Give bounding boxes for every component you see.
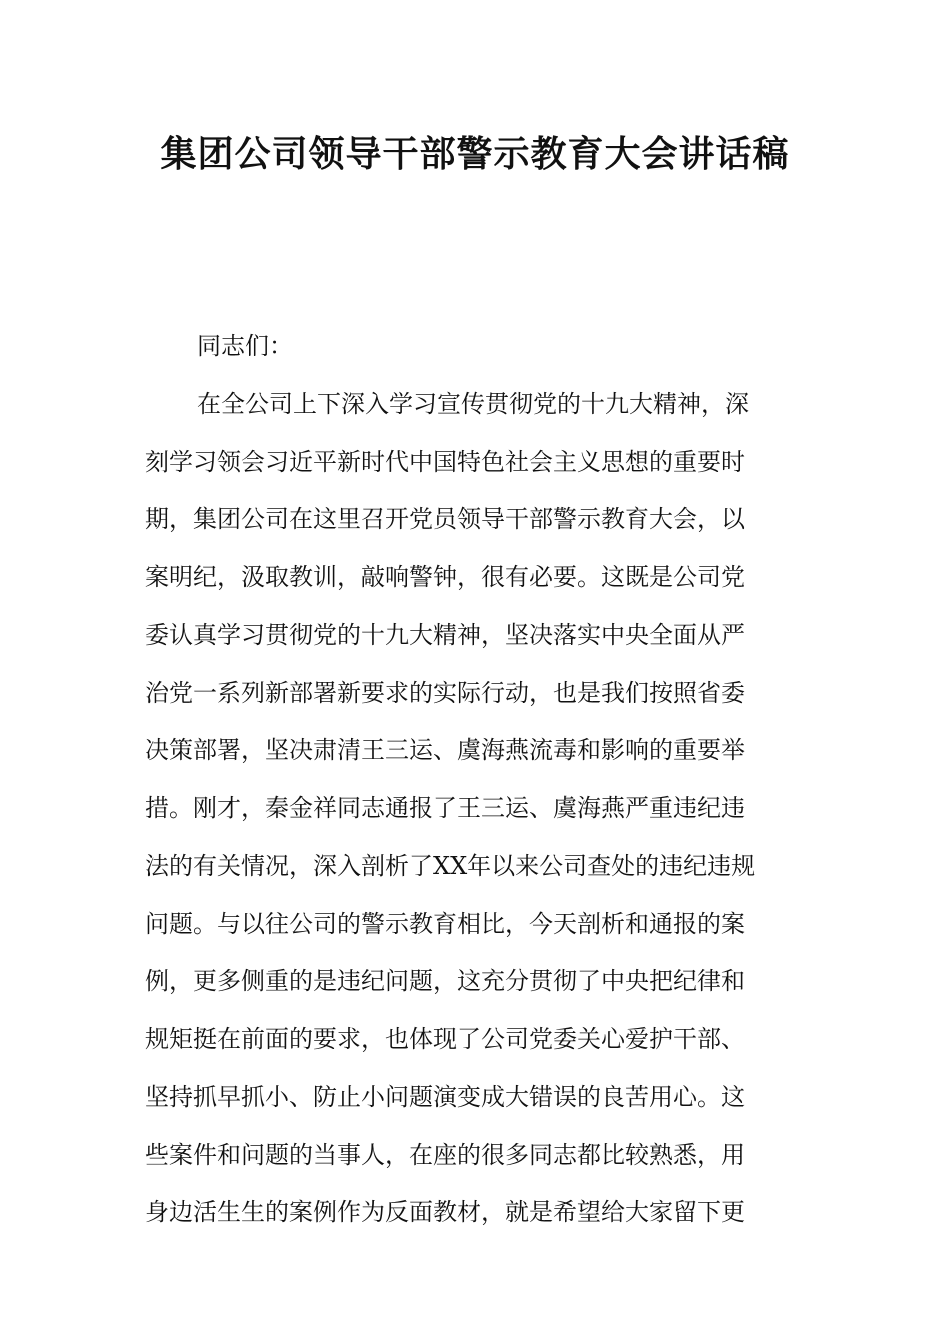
paragraph-line: 例，更多侧重的是违纪问题，这充分贯彻了中央把纪律和: [145, 967, 745, 996]
paragraph-line: 些案件和问题的当事人，在座的很多同志都比较熟悉，用: [145, 1140, 745, 1169]
paragraph-line: 决策部署，坚决肃清王三运、虞海燕流毒和影响的重要举: [145, 736, 745, 765]
paragraph-line: 坚持抓早抓小、防止小问题演变成大错误的良苦用心。这: [145, 1082, 745, 1111]
paragraph-line: 问题。与以往公司的警示教育相比，今天剖析和通报的案: [145, 909, 745, 938]
paragraph-line: 刻学习领会习近平新时代中国特色社会主义思想的重要时: [145, 447, 745, 476]
paragraph-line: 期，集团公司在这里召开党员领导干部警示教育大会，以: [145, 505, 745, 534]
document-body: [145, 318, 809, 1242]
paragraph-line: 在全公司上下深入学习宣传贯彻党的十九大精神，深: [197, 389, 749, 418]
document-title: 集团公司领导干部警示教育大会讲话稿: [160, 133, 790, 175]
paragraph-line: 措。刚才，秦金祥同志通报了王三运、虞海燕严重违纪违: [145, 794, 745, 822]
paragraph-line: 身边活生生的案例作为反面教材，就是希望给大家留下更: [145, 1198, 745, 1227]
paragraph-line: 规矩挺在前面的要求，也体现了公司党委关心爱护干部、: [145, 1025, 745, 1053]
paragraph-line: 法的有关情况，深入剖析了XX年以来公司查处的违纪违规: [145, 851, 756, 880]
salutation: 同志们：: [197, 332, 293, 360]
paragraph-line: 委认真学习贯彻党的十九大精神，坚决落实中央全面从严: [145, 620, 745, 649]
paragraph-line: 案明纪，汲取教训，敲响警钟，很有必要。这既是公司党: [145, 563, 745, 591]
paragraph-line: 治党一系列新部署新要求的实际行动，也是我们按照省委: [145, 678, 745, 707]
